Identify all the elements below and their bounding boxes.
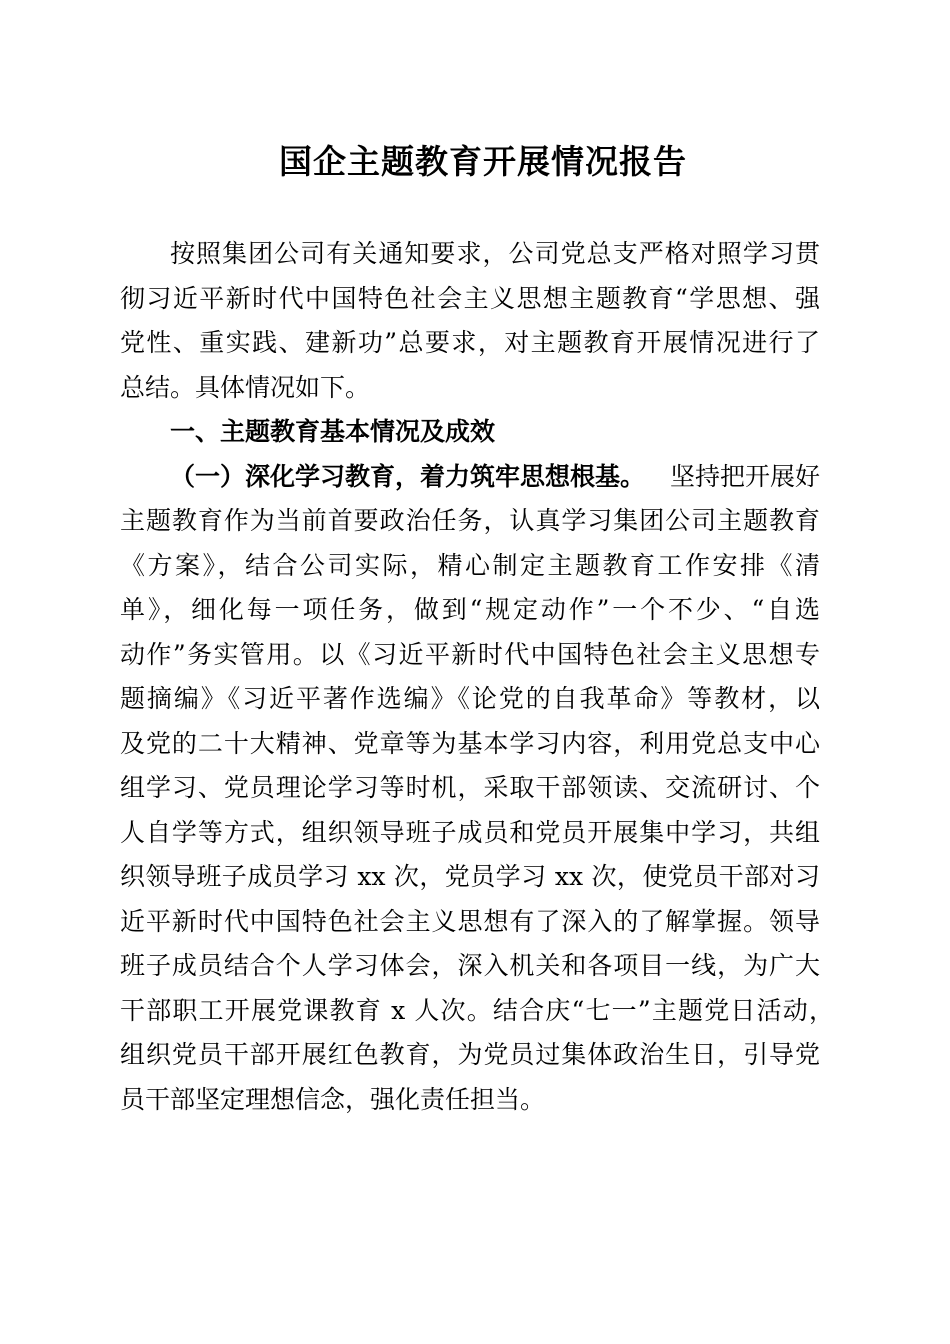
intro-line: 按照集团公司有关通知要求，公司党总支严格对照学习贯 <box>170 239 820 268</box>
paragraph-line: 主题教育作为当前首要政治任务，认真学习集团公司主题教育 <box>120 506 820 535</box>
paragraph-line: 动作”务实管用。以《习近平新时代中国特色社会主义思想专 <box>120 639 820 669</box>
subsection-first-line <box>120 455 820 500</box>
paragraph-line: 《方案》，结合公司实际，精心制定主题教育工作安排《清 <box>120 550 820 580</box>
subsection-title: （一）深化学习教育，着力筑牢思想根基。 <box>170 461 646 491</box>
paragraph-line: 干部职工开展党课教育 x 人次。结合庆“七一”主题党日活动， <box>120 995 834 1025</box>
paragraph-line: 及党的二十大精神、党章等为基本学习内容，利用党总支中心 <box>120 728 820 758</box>
paragraph-line: 人自学等方式，组织领导班子成员和党员开展集中学习，共组 <box>120 817 820 847</box>
paragraph-line: 题摘编》《习近平著作选编》《论党的自我革命》等教材，以 <box>120 684 820 713</box>
intro-line: 彻习近平新时代中国特色社会主义思想主题教育“学思想、强 <box>120 283 820 313</box>
intro-line: 总结。具体情况如下。 <box>120 372 371 402</box>
document-body <box>120 232 834 1122</box>
paragraph-line: 近平新时代中国特色社会主义思想有了深入的了解掌握。领导 <box>120 906 820 936</box>
paragraph-line: 组织党员干部开展红色教育，为党员过集体政治生日，引导党 <box>120 1040 820 1069</box>
paragraph-line: 员干部坚定理想信念，强化责任担当。 <box>120 1084 546 1114</box>
paragraph-line: 单》，细化每一项任务，做到“规定动作”一个不少、“自选 <box>120 595 820 624</box>
paragraph-line: 班子成员结合个人学习体会，深入机关和各项目一线，为广大 <box>120 951 820 980</box>
paragraph-text: 坚持把开展好 <box>669 461 820 491</box>
paragraph-line: 织领导班子成员学习 xx 次，党员学习 xx 次，使党员干部对习 <box>120 862 820 891</box>
section-heading: 一、主题教育基本情况及成效 <box>170 417 496 446</box>
document-title: 国企主题教育开展情况报告 <box>279 142 687 181</box>
paragraph-line: 组学习、党员理论学习等时机，采取干部领读、交流研讨、个 <box>120 773 820 802</box>
intro-line: 党性、重实践、建新功”总要求，对主题教育开展情况进行了 <box>120 328 820 357</box>
